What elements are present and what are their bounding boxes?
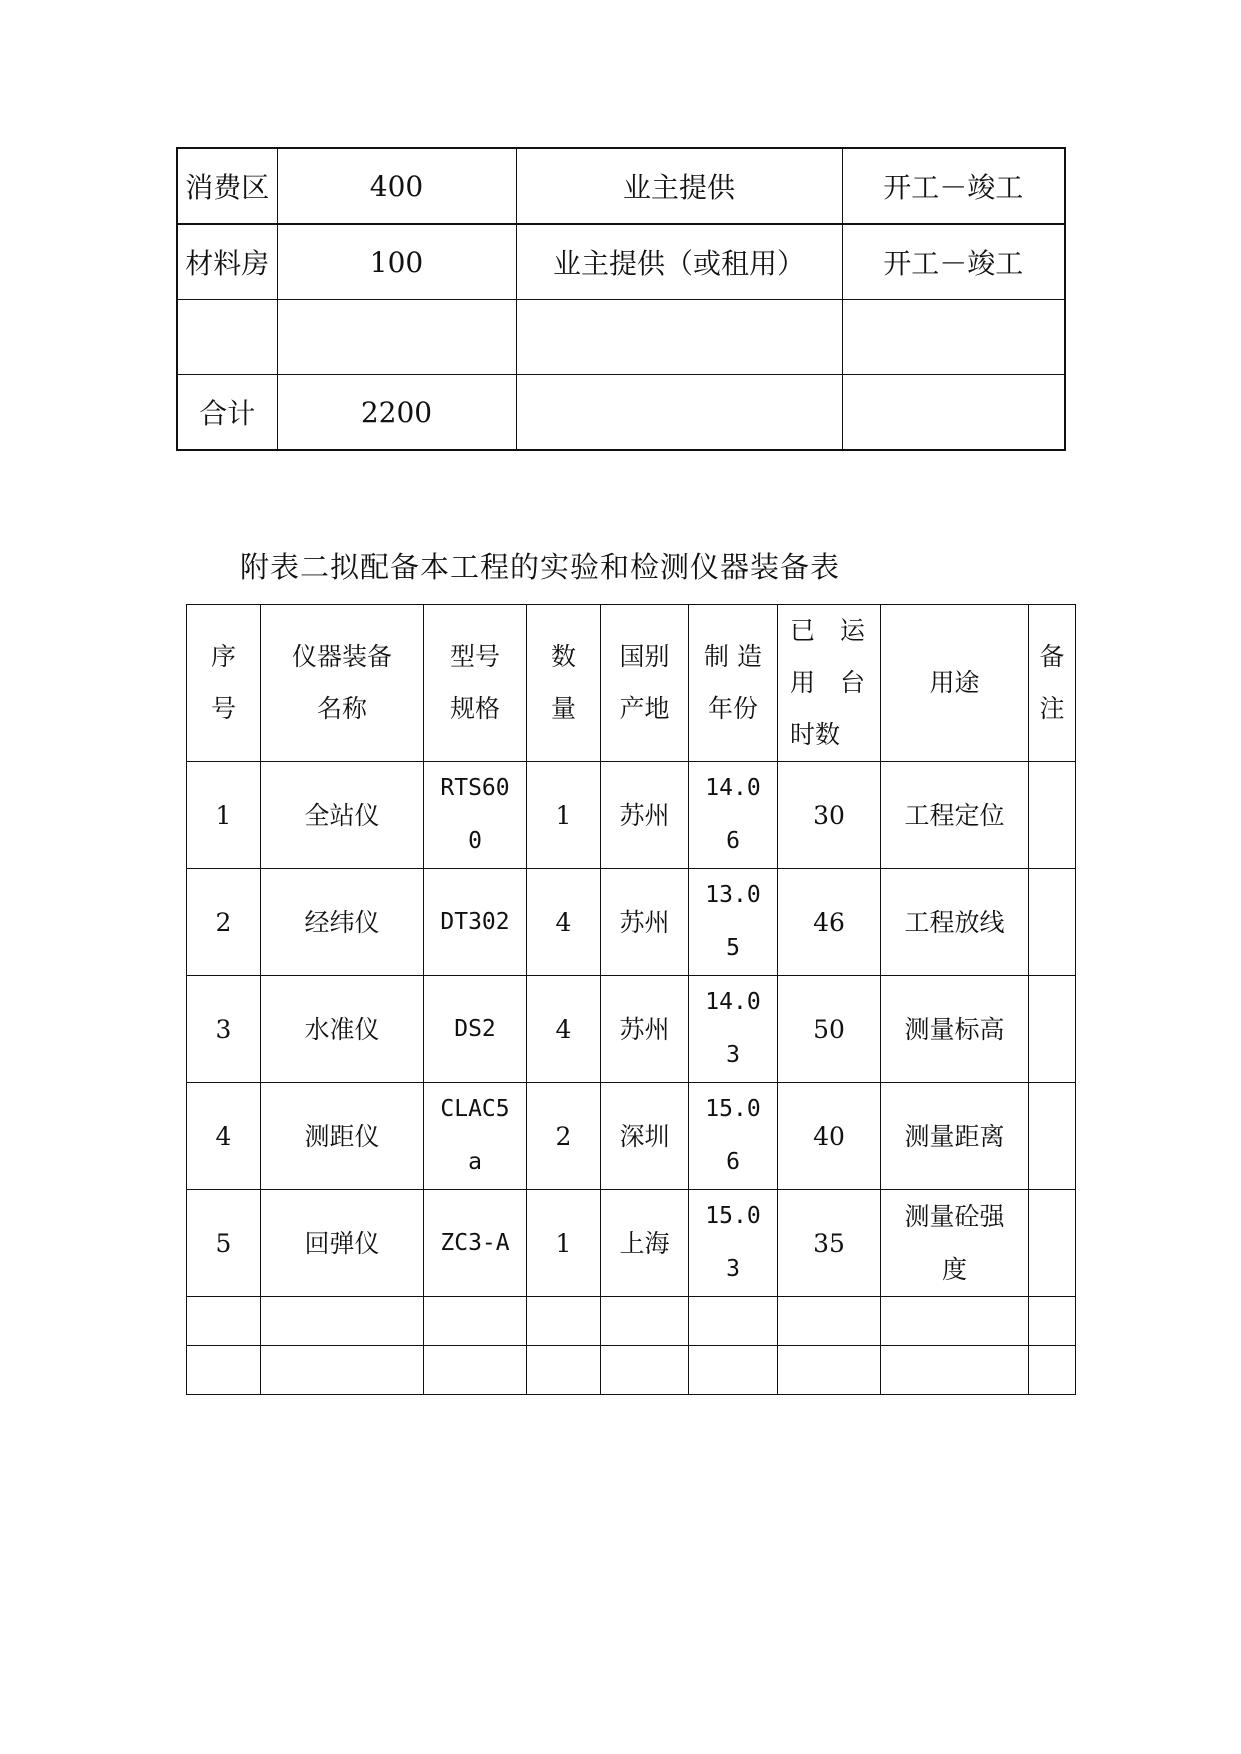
header-seq: 序 号 (187, 605, 261, 762)
cell-qty: 2 (527, 1083, 601, 1190)
empty-cell (424, 1346, 527, 1395)
site-cell-area (277, 300, 516, 375)
site-cell-period (842, 300, 1065, 375)
equipment-table (186, 604, 1076, 1395)
cell-year: 15.0 3 (689, 1190, 778, 1297)
header-year: 制 造 年份 (689, 605, 778, 762)
site-table-row (177, 148, 1065, 224)
cell-hours: 35 (778, 1190, 881, 1297)
equipment-empty-row (187, 1346, 1076, 1395)
cell-model: RTS60 0 (424, 762, 527, 869)
header-origin: 国别 产地 (601, 605, 689, 762)
site-cell-name: 消费区 (177, 148, 277, 224)
site-cell-period: 开工－竣工 (842, 148, 1065, 224)
empty-cell (187, 1346, 261, 1395)
empty-cell (881, 1346, 1029, 1395)
header-usage: 用途 (881, 605, 1029, 762)
site-cell-source (516, 375, 842, 451)
empty-cell (261, 1346, 424, 1395)
empty-cell (689, 1297, 778, 1346)
empty-cell (1029, 1297, 1076, 1346)
cell-note (1029, 762, 1076, 869)
site-cell-name: 材料房 (177, 224, 277, 300)
cell-qty: 4 (527, 869, 601, 976)
equipment-empty-row (187, 1297, 1076, 1346)
cell-usage: 工程放线 (881, 869, 1029, 976)
cell-note (1029, 1083, 1076, 1190)
table-caption: 附表二拟配备本工程的实验和检测仪器装备表 (240, 550, 841, 584)
cell-usage: 测量砼强 度 (881, 1190, 1029, 1297)
empty-cell (601, 1346, 689, 1395)
site-cell-area: 2200 (277, 375, 516, 451)
empty-cell (689, 1346, 778, 1395)
cell-hours: 46 (778, 869, 881, 976)
site-table-row (177, 375, 1065, 451)
empty-cell (527, 1297, 601, 1346)
cell-model: ZC3-A (424, 1190, 527, 1297)
cell-origin: 苏州 (601, 976, 689, 1083)
cell-usage: 测量标高 (881, 976, 1029, 1083)
equipment-row (187, 1083, 1076, 1190)
cell-seq: 1 (187, 762, 261, 869)
cell-qty: 4 (527, 976, 601, 1083)
cell-year: 13.0 5 (689, 869, 778, 976)
equipment-row (187, 1190, 1076, 1297)
cell-model: CLAC5 a (424, 1083, 527, 1190)
site-cell-name: 合计 (177, 375, 277, 451)
cell-note (1029, 869, 1076, 976)
equipment-row (187, 869, 1076, 976)
cell-seq: 4 (187, 1083, 261, 1190)
site-cell-period (842, 375, 1065, 451)
cell-hours: 30 (778, 762, 881, 869)
site-table-row (177, 300, 1065, 375)
cell-qty: 1 (527, 762, 601, 869)
empty-cell (778, 1297, 881, 1346)
site-cell-source (516, 300, 842, 375)
cell-hours: 40 (778, 1083, 881, 1190)
cell-origin: 上海 (601, 1190, 689, 1297)
equipment-header-row (187, 605, 1076, 762)
site-cell-period: 开工－竣工 (842, 224, 1065, 300)
site-cell-area: 100 (277, 224, 516, 300)
cell-name: 回弹仪 (261, 1190, 424, 1297)
site-table-row (177, 224, 1065, 300)
cell-year: 14.0 6 (689, 762, 778, 869)
cell-year: 14.0 3 (689, 976, 778, 1083)
cell-model: DT302 (424, 869, 527, 976)
header-name: 仪器装备 名称 (261, 605, 424, 762)
empty-cell (601, 1297, 689, 1346)
empty-cell (187, 1297, 261, 1346)
empty-cell (1029, 1346, 1076, 1395)
cell-seq: 3 (187, 976, 261, 1083)
empty-cell (881, 1297, 1029, 1346)
cell-seq: 2 (187, 869, 261, 976)
site-cell-area: 400 (277, 148, 516, 224)
cell-origin: 苏州 (601, 869, 689, 976)
cell-seq: 5 (187, 1190, 261, 1297)
empty-cell (527, 1346, 601, 1395)
header-note: 备 注 (1029, 605, 1076, 762)
cell-origin: 深圳 (601, 1083, 689, 1190)
cell-usage: 测量距离 (881, 1083, 1029, 1190)
equipment-row (187, 762, 1076, 869)
cell-name: 经纬仪 (261, 869, 424, 976)
site-resource-table (176, 147, 1066, 451)
empty-cell (778, 1346, 881, 1395)
site-cell-source: 业主提供 (516, 148, 842, 224)
cell-model: DS2 (424, 976, 527, 1083)
equipment-row (187, 976, 1076, 1083)
site-cell-source: 业主提供（或租用） (516, 224, 842, 300)
cell-name: 测距仪 (261, 1083, 424, 1190)
cell-hours: 50 (778, 976, 881, 1083)
cell-year: 15.0 6 (689, 1083, 778, 1190)
cell-origin: 苏州 (601, 762, 689, 869)
cell-name: 全站仪 (261, 762, 424, 869)
cell-note (1029, 976, 1076, 1083)
cell-note (1029, 1190, 1076, 1297)
site-cell-name (177, 300, 277, 375)
cell-qty: 1 (527, 1190, 601, 1297)
cell-name: 水准仪 (261, 976, 424, 1083)
header-hours: 已 运 用 台 时数 (778, 605, 881, 762)
header-qty: 数 量 (527, 605, 601, 762)
empty-cell (261, 1297, 424, 1346)
empty-cell (424, 1297, 527, 1346)
cell-usage: 工程定位 (881, 762, 1029, 869)
header-model: 型号 规格 (424, 605, 527, 762)
